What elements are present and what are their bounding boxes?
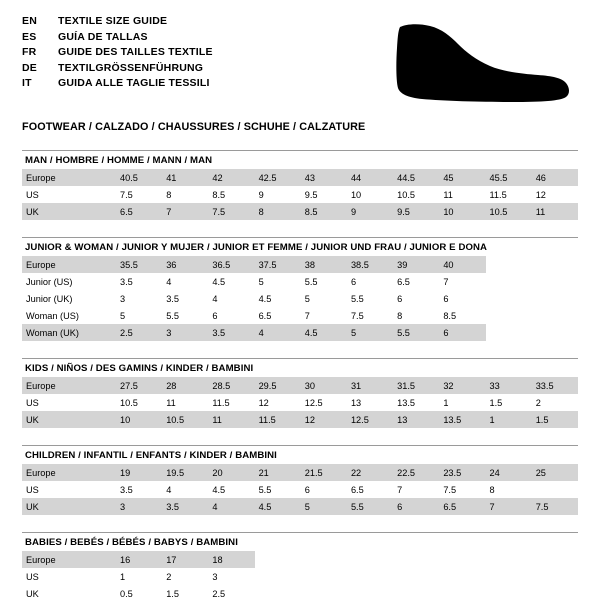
size-cell: 7.5 — [439, 481, 485, 498]
size-cell: 4 — [208, 498, 254, 515]
row-label: US — [22, 568, 116, 585]
table-row — [22, 585, 578, 602]
size-cell: 1.5 — [162, 585, 208, 602]
size-cell: 13 — [393, 411, 439, 428]
size-cell: 4 — [255, 324, 301, 341]
size-cell: 42 — [208, 169, 254, 186]
size-cell: 19.5 — [162, 464, 208, 481]
language-title: TEXTILE SIZE GUIDE — [58, 15, 168, 27]
size-cell: 11 — [532, 203, 578, 220]
size-cell: 32 — [439, 377, 485, 394]
language-code: IT — [22, 77, 32, 89]
language-row — [22, 30, 213, 46]
empty-cell — [486, 551, 532, 568]
size-cell: 39 — [393, 256, 439, 273]
size-cell: 10.5 — [486, 203, 532, 220]
size-group-kids — [22, 358, 578, 428]
empty-cell — [532, 307, 578, 324]
size-cell: 5.5 — [347, 498, 393, 515]
size-cell: 16 — [116, 551, 162, 568]
row-label: UK — [22, 585, 116, 602]
language-code: FR — [22, 46, 37, 58]
size-cell: 4 — [162, 273, 208, 290]
empty-cell — [393, 568, 439, 585]
size-cell: 8 — [393, 307, 439, 324]
size-cell: 36 — [162, 256, 208, 273]
size-cell: 8 — [486, 481, 532, 498]
size-cell: 35.5 — [116, 256, 162, 273]
size-cell: 11 — [208, 411, 254, 428]
size-cell: 5 — [301, 290, 347, 307]
empty-cell — [532, 551, 578, 568]
row-label: UK — [22, 203, 116, 220]
page-header — [22, 14, 578, 108]
size-cell: 6 — [208, 307, 254, 324]
size-cell: 33 — [486, 377, 532, 394]
size-cell: 4.5 — [301, 324, 347, 341]
size-cell: 13.5 — [439, 411, 485, 428]
size-cell: 25 — [532, 464, 578, 481]
size-cell: 7.5 — [347, 307, 393, 324]
empty-cell — [255, 585, 301, 602]
empty-cell — [393, 551, 439, 568]
empty-cell — [439, 551, 485, 568]
table-row — [22, 169, 578, 186]
language-code: DE — [22, 61, 37, 74]
row-label: US — [22, 394, 116, 411]
size-cell: 7.5 — [208, 203, 254, 220]
row-label: UK — [22, 498, 116, 515]
row-label: Europe — [22, 169, 116, 186]
row-label: US — [22, 481, 116, 498]
size-cell: 5 — [255, 273, 301, 290]
size-cell: 6.5 — [439, 498, 485, 515]
size-cell: 6.5 — [347, 481, 393, 498]
empty-cell — [486, 307, 532, 324]
table-row — [22, 394, 578, 411]
empty-cell — [532, 585, 578, 602]
language-row — [22, 76, 213, 92]
size-cell: 20 — [208, 464, 254, 481]
empty-cell — [393, 585, 439, 602]
size-cell: 29.5 — [255, 377, 301, 394]
size-table-junior-woman — [22, 256, 578, 341]
size-cell: 41 — [162, 169, 208, 186]
size-cell: 38.5 — [347, 256, 393, 273]
size-cell: 7 — [486, 498, 532, 515]
size-cell: 27.5 — [116, 377, 162, 394]
empty-cell — [439, 568, 485, 585]
size-cell: 2 — [532, 394, 578, 411]
size-cell: 37.5 — [255, 256, 301, 273]
size-cell: 3 — [208, 568, 254, 585]
row-label: UK — [22, 411, 116, 428]
size-cell: 6 — [393, 498, 439, 515]
size-cell: 4.5 — [208, 481, 254, 498]
empty-cell — [439, 585, 485, 602]
size-cell: 4.5 — [208, 273, 254, 290]
size-cell: 7 — [301, 307, 347, 324]
empty-cell — [347, 585, 393, 602]
size-cell: 12 — [255, 394, 301, 411]
size-cell: 2.5 — [116, 324, 162, 341]
size-cell: 44.5 — [393, 169, 439, 186]
size-cell: 1.5 — [486, 394, 532, 411]
size-cell: 21 — [255, 464, 301, 481]
dress-shoe-silhouette-icon — [392, 22, 572, 108]
page-title: FOOTWEAR / CALZADO / CHAUSSURES / SCHUHE / CALZATURE — [22, 121, 366, 133]
size-cell: 3.5 — [116, 273, 162, 290]
group-title: BABIES / BEBÉS / BÉBÉS / BABYS / BAMBINI — [22, 532, 578, 551]
size-cell: 3 — [116, 498, 162, 515]
size-cell: 12.5 — [301, 394, 347, 411]
size-group-junior-woman — [22, 237, 578, 341]
size-cell: 22.5 — [393, 464, 439, 481]
size-cell: 10 — [347, 186, 393, 203]
size-cell: 8 — [162, 186, 208, 203]
size-cell: 28.5 — [208, 377, 254, 394]
size-cell: 3.5 — [116, 481, 162, 498]
language-title: GUIDA ALLE TAGLIE TESSILI — [58, 77, 210, 89]
size-cell: 7 — [393, 481, 439, 498]
size-cell: 8.5 — [301, 203, 347, 220]
row-label: Europe — [22, 551, 116, 568]
empty-cell — [486, 256, 532, 273]
size-cell: 6 — [347, 273, 393, 290]
size-cell: 28 — [162, 377, 208, 394]
size-cell: 8 — [255, 203, 301, 220]
size-cell: 4.5 — [255, 498, 301, 515]
size-cell: 6 — [439, 290, 485, 307]
size-cell: 9 — [255, 186, 301, 203]
size-cell: 4.5 — [255, 290, 301, 307]
size-cell: 33.5 — [532, 377, 578, 394]
size-cell: 13.5 — [393, 394, 439, 411]
size-cell: 43 — [301, 169, 347, 186]
language-row — [22, 14, 213, 30]
size-cell: 9 — [347, 203, 393, 220]
size-cell: 4 — [208, 290, 254, 307]
size-cell: 5.5 — [255, 481, 301, 498]
row-label: Europe — [22, 464, 116, 481]
size-group-children — [22, 445, 578, 515]
table-row — [22, 324, 578, 341]
size-cell: 31 — [347, 377, 393, 394]
size-cell: 3 — [162, 324, 208, 341]
size-cell: 5 — [116, 307, 162, 324]
table-row — [22, 203, 578, 220]
size-cell: 44 — [347, 169, 393, 186]
language-code: ES — [22, 30, 37, 43]
size-cell: 7 — [439, 273, 485, 290]
size-group-man — [22, 150, 578, 220]
empty-cell — [255, 551, 301, 568]
row-label: Junior (US) — [22, 273, 116, 290]
size-cell: 21.5 — [301, 464, 347, 481]
language-title-list — [22, 14, 213, 92]
size-cell: 2 — [162, 568, 208, 585]
size-cell: 7 — [162, 203, 208, 220]
empty-cell — [486, 585, 532, 602]
row-label: US — [22, 186, 116, 203]
size-cell: 11.5 — [486, 186, 532, 203]
size-cell: 1.5 — [532, 411, 578, 428]
size-table-kids — [22, 377, 578, 428]
size-cell: 9.5 — [301, 186, 347, 203]
table-row — [22, 186, 578, 203]
size-cell: 13 — [347, 394, 393, 411]
size-cell: 8.5 — [208, 186, 254, 203]
size-cell: 10 — [116, 411, 162, 428]
size-cell: 46 — [532, 169, 578, 186]
language-title: GUIDE DES TAILLES TEXTILE — [58, 46, 213, 58]
size-cell: 10.5 — [162, 411, 208, 428]
size-cell: 1 — [486, 411, 532, 428]
size-group-babies — [22, 532, 578, 602]
empty-cell — [486, 324, 532, 341]
size-cell: 40 — [439, 256, 485, 273]
language-title: GUÍA DE TALLAS — [58, 30, 148, 43]
group-title: CHILDREN / INFANTIL / ENFANTS / KINDER / BAMBINI — [22, 445, 578, 464]
table-row — [22, 464, 578, 481]
empty-cell — [301, 551, 347, 568]
size-cell: 24 — [486, 464, 532, 481]
empty-cell — [486, 568, 532, 585]
table-row — [22, 411, 578, 428]
size-cell: 5.5 — [162, 307, 208, 324]
size-cell: 19 — [116, 464, 162, 481]
row-label: Woman (UK) — [22, 324, 116, 341]
empty-cell — [532, 290, 578, 307]
size-cell: 5.5 — [301, 273, 347, 290]
size-cell: 10.5 — [116, 394, 162, 411]
language-title: TEXTILGRÖSSENFÜHRUNG — [58, 61, 204, 74]
size-cell: 6.5 — [116, 203, 162, 220]
size-cell: 18 — [208, 551, 254, 568]
size-cell: 0.5 — [116, 585, 162, 602]
size-cell: 12.5 — [347, 411, 393, 428]
language-row — [22, 45, 213, 61]
empty-cell — [486, 273, 532, 290]
size-cell: 3.5 — [162, 498, 208, 515]
empty-cell — [532, 568, 578, 585]
size-cell: 5.5 — [347, 290, 393, 307]
table-row — [22, 481, 578, 498]
size-cell: 22 — [347, 464, 393, 481]
empty-cell — [532, 273, 578, 290]
size-cell: 7.5 — [532, 498, 578, 515]
empty-cell — [532, 481, 578, 498]
size-cell: 3 — [116, 290, 162, 307]
size-cell: 11 — [439, 186, 485, 203]
size-cell: 8.5 — [439, 307, 485, 324]
table-row — [22, 551, 578, 568]
size-cell: 12 — [301, 411, 347, 428]
row-label: Junior (UK) — [22, 290, 116, 307]
group-title: JUNIOR & WOMAN / JUNIOR Y MUJER / JUNIOR ET FEMME / JUNIOR UND FRAU / JUNIOR E DONA — [22, 237, 578, 256]
row-label: Europe — [22, 256, 116, 273]
size-cell: 23.5 — [439, 464, 485, 481]
empty-cell — [347, 568, 393, 585]
size-cell: 38 — [301, 256, 347, 273]
size-cell: 4 — [162, 481, 208, 498]
size-cell: 40.5 — [116, 169, 162, 186]
row-label: Woman (US) — [22, 307, 116, 324]
size-cell: 45 — [439, 169, 485, 186]
table-row — [22, 307, 578, 324]
size-table-man — [22, 169, 578, 220]
size-cell: 31.5 — [393, 377, 439, 394]
size-cell: 1 — [116, 568, 162, 585]
size-cell: 3.5 — [162, 290, 208, 307]
empty-cell — [347, 551, 393, 568]
empty-cell — [486, 290, 532, 307]
size-cell: 1 — [439, 394, 485, 411]
table-row — [22, 273, 578, 290]
size-cell: 9.5 — [393, 203, 439, 220]
table-row — [22, 256, 578, 273]
size-cell: 3.5 — [208, 324, 254, 341]
size-cell: 30 — [301, 377, 347, 394]
size-cell: 6.5 — [393, 273, 439, 290]
empty-cell — [532, 324, 578, 341]
size-cell: 5 — [347, 324, 393, 341]
size-cell: 6 — [439, 324, 485, 341]
size-cell: 5 — [301, 498, 347, 515]
table-row — [22, 498, 578, 515]
row-label: Europe — [22, 377, 116, 394]
language-code: EN — [22, 15, 37, 27]
table-row — [22, 290, 578, 307]
size-cell: 6.5 — [255, 307, 301, 324]
size-cell: 6 — [393, 290, 439, 307]
size-cell: 7.5 — [116, 186, 162, 203]
size-cell: 6 — [301, 481, 347, 498]
size-cell: 11.5 — [208, 394, 254, 411]
group-title: KIDS / NIÑOS / DES GAMINS / KINDER / BAMBINI — [22, 358, 578, 377]
size-cell: 10 — [439, 203, 485, 220]
empty-cell — [255, 568, 301, 585]
table-row — [22, 377, 578, 394]
size-table-babies — [22, 551, 578, 602]
size-cell: 5.5 — [393, 324, 439, 341]
size-cell: 45.5 — [486, 169, 532, 186]
language-row — [22, 61, 213, 77]
size-cell: 36.5 — [208, 256, 254, 273]
empty-cell — [532, 256, 578, 273]
size-cell: 42.5 — [255, 169, 301, 186]
size-cell: 17 — [162, 551, 208, 568]
size-table-children — [22, 464, 578, 515]
empty-cell — [301, 585, 347, 602]
size-cell: 2.5 — [208, 585, 254, 602]
size-cell: 11.5 — [255, 411, 301, 428]
empty-cell — [301, 568, 347, 585]
size-cell: 11 — [162, 394, 208, 411]
group-title: MAN / HOMBRE / HOMME / MANN / MAN — [22, 150, 578, 169]
table-row — [22, 568, 578, 585]
size-cell: 10.5 — [393, 186, 439, 203]
size-cell: 12 — [532, 186, 578, 203]
